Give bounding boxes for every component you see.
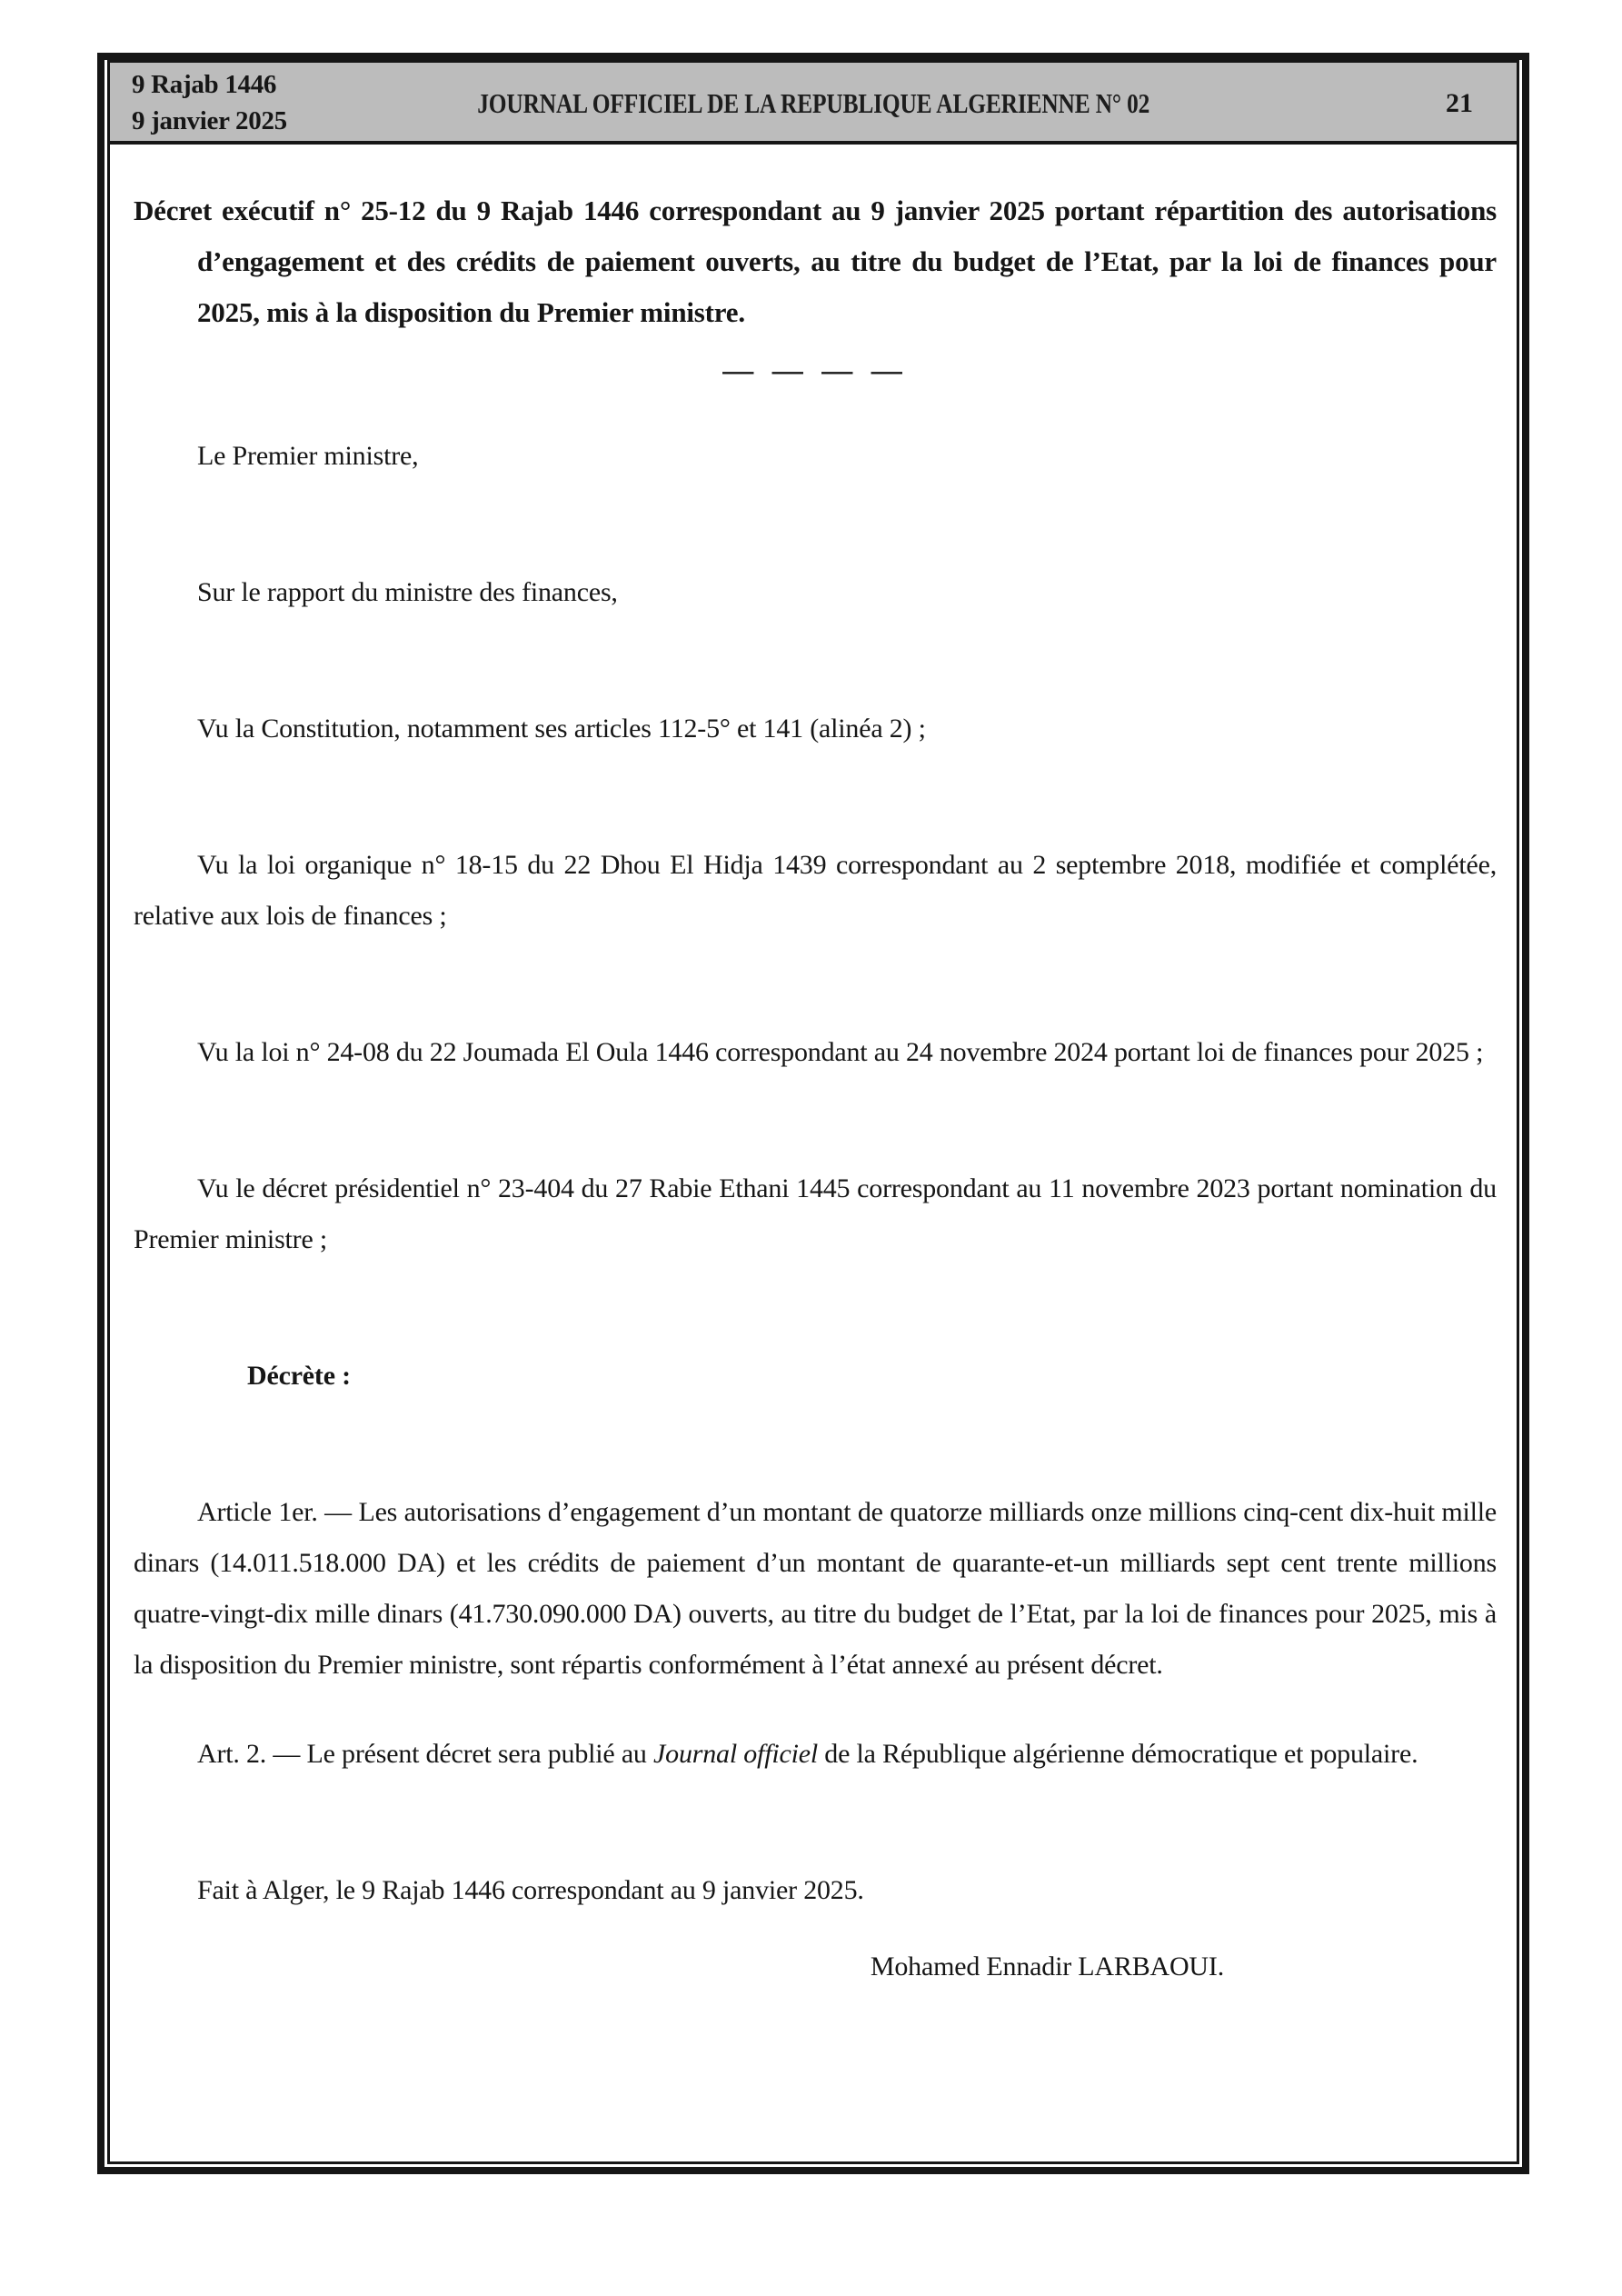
visa-loi-organique: Vu la loi organique n° 18-15 du 22 Dhou El Hidja 1439 correspondant au 2 septembre 2018, modifiée et complétée, relative aux lois de finances ; [134, 850, 1497, 931]
visa-loi-finances: Vu la loi n° 24-08 du 22 Joumada El Oula 1446 correspondant au 24 novembre 2024 portant loi de finances pour 2025 ; [197, 1037, 1484, 1067]
decree-body [110, 145, 1517, 1992]
hijri-date: 9 Rajab 1446 [132, 70, 277, 99]
closing-date-line: Fait à Alger, le 9 Rajab 1446 correspondant au 9 janvier 2025. [197, 1875, 864, 1905]
page-inner-frame [107, 60, 1519, 2164]
visa-constitution: Vu la Constitution, notamment ses articles 112-5° et 141 (alinéa 2) ; [197, 714, 926, 744]
gregorian-date: 9 janvier 2025 [132, 106, 287, 135]
separator-dashes: — — — — [722, 354, 908, 387]
visa-decret-presidentiel: Vu le décret présidentiel n° 23-404 du 27 Rabie Ethani 1445 correspondant au 11 novembre 2023 portant nomination du Premier ministre ; [134, 1173, 1497, 1254]
decree-word: Décrète : [247, 1361, 351, 1391]
journal-officiel-italic: Journal officiel [653, 1739, 818, 1769]
report-line: Sur le rapport du ministre des finances, [197, 577, 618, 607]
signature-line: Mohamed Ennadir LARBAOUI. [870, 1952, 1224, 1982]
journal-title: JOURNAL OFFICIEL DE LA REPUBLIQUE ALGERIENNE N° 02 [477, 87, 1149, 119]
article-2-paragraph [134, 1729, 1497, 1780]
decree-title: Décret exécutif n° 25-12 du 9 Rajab 1446 correspondant au 9 janvier 2025 portant répartition des autorisations d’engagement et des crédits de paiement ouverts, au titre du budget de l’Etat, par la loi de finances pour 2025, mis à la disposition du Premier ministre. [134, 195, 1497, 328]
journal-header [110, 63, 1517, 145]
article-2-text-pre: Art. 2. — Le présent décret sera publié au [197, 1739, 654, 1769]
journal-title-wrap [110, 63, 1517, 145]
opening-line: Le Premier ministre, [197, 441, 419, 471]
page-border-frame [97, 53, 1529, 2174]
article-2-text-post: de la République algérienne démocratique et populaire. [817, 1739, 1418, 1769]
page-number: 21 [1446, 88, 1473, 118]
article-1-paragraph: Article 1er. — Les autorisations d’engagement d’un montant de quatorze milliards onze millions cinq-cent dix-huit mille dinars (14.011.518.000 DA) et les crédits de paiement d’un montant de quarante-et-un milliards sept cent trente millions quatre-vingt-dix mille dinars (41.730.090.000 DA) ouverts, au titre du budget de l’Etat, par la loi de finances pour 2025, mis à la disposition du Premier ministre, sont répartis conformément à l’état annexé au présent décret. [134, 1497, 1497, 1680]
